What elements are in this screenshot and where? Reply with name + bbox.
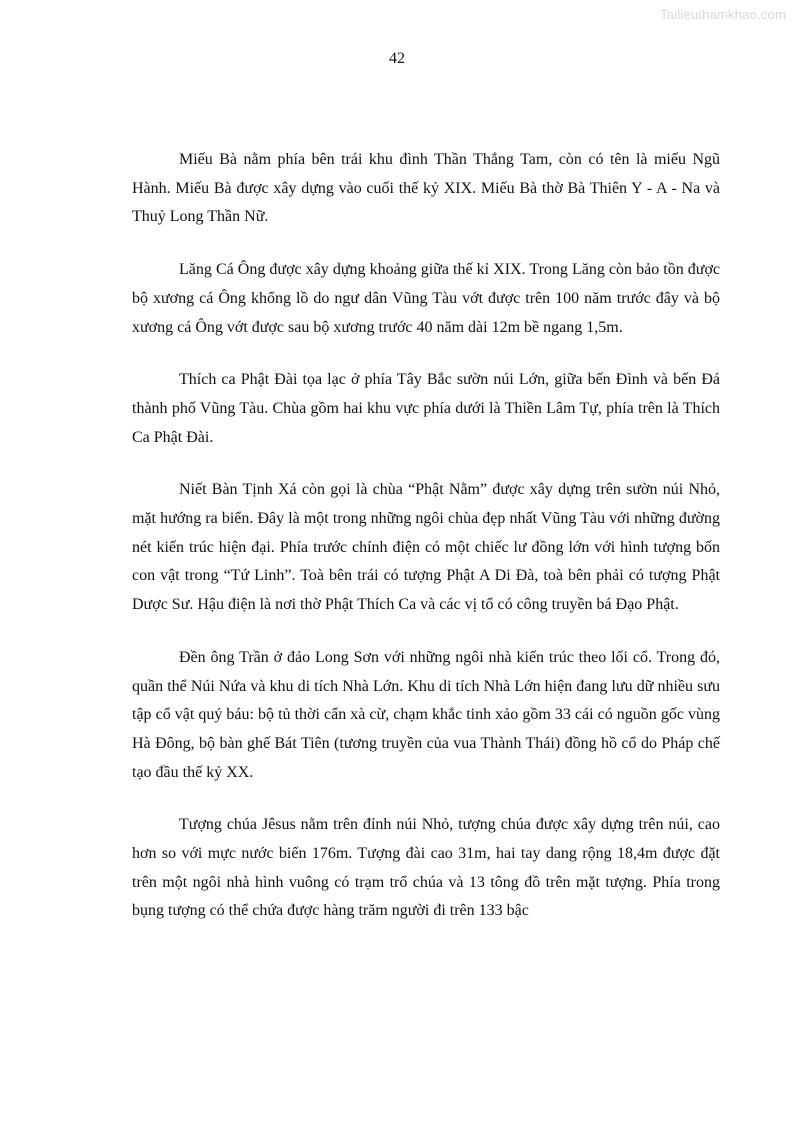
paragraph-tuong-chua-jesus: Tượng chúa Jêsus nằm trên đỉnh núi Nhỏ, tượng chúa được xây dựng trên núi, cao hơn so với mực nước biển 176m. Tượng đài cao 31m, hai tay dang rộng 18,4m được đặt trên một ngôi nhà hình vuông có trạm trổ chúa và 13 tông đồ trên mặt tượng. Phía trong bụng tượng có thể chứa được hàng trăm người đi trên 133 bậc bbox=[132, 816, 720, 920]
watermark: Tailieuthamkhao.com bbox=[660, 7, 786, 22]
page-number: 42 bbox=[389, 50, 405, 67]
paragraph-niet-ban-tinh-xa: Niết Bàn Tịnh Xá còn gọi là chùa “Phật Nằm” được xây dựng trên sườn núi Nhỏ, mặt hướng ra biển. Đây là một trong những ngôi chùa đẹp nhất Vũng Tàu với những đường nét kiến trúc hiện đại. Phía trước chính điện có một chiếc lư đồng lớn với hình tượng bốn con vật trong “Tứ Linh”. Toà bên trái có tượng Phật A Di Đà, toà bên phải có tượng Phật Dược Sư. Hậu điện là nơi thờ Phật Thích Ca và các vị tổ có công truyền bá Đạo Phật. bbox=[132, 481, 720, 614]
document-body bbox=[132, 146, 720, 926]
paragraph-thich-ca-phat-dai: Thích ca Phật Đài tọa lạc ở phía Tây Bắc sườn núi Lớn, giữa bến Đình và bến Đá thành phố Vũng Tàu. Chùa gồm hai khu vực phía dưới là Thiền Lâm Tự, phía trên là Thích Ca Phật Đài. bbox=[132, 371, 720, 446]
paragraph-mieu-ba: Miếu Bà nằm phía bên trái khu đình Thần Thắng Tam, còn có tên là miếu Ngũ Hành. Miếu Bà được xây dựng vào cuối thế kỷ XIX. Miếu Bà thờ Bà Thiên Y - A - Na và Thuỷ Long Thần Nữ. bbox=[132, 151, 720, 226]
paragraph-den-ong-tran: Đền ông Trần ở đảo Long Sơn với những ngôi nhà kiến trúc theo lối cổ. Trong đó, quần thể Núi Nứa và khu di tích Nhà Lớn. Khu di tích Nhà Lớn hiện đang lưu dữ nhiều sưu tập cổ vật quý báu: bộ tủ thời cẩn xà cừ, chạm khắc tinh xảo gồm 33 cái có nguồn gốc vùng Hà Đông, bộ bàn ghế Bát Tiên (tương truyền của vua Thành Thái) đồng hồ cổ do Pháp chế tạo đầu thế kỷ XX. bbox=[132, 648, 720, 781]
paragraph-lang-ca-ong: Lăng Cá Ông được xây dựng khoảng giữa thế kỉ XIX. Trong Lăng còn bảo tồn được bộ xương cá Ông khổng lồ do ngư dân Vũng Tàu vớt được trên 100 năm trước đây và bộ xương cá Ông vớt được sau bộ xương trước 40 năm dài 12m bề ngang 1,5m. bbox=[132, 261, 720, 336]
